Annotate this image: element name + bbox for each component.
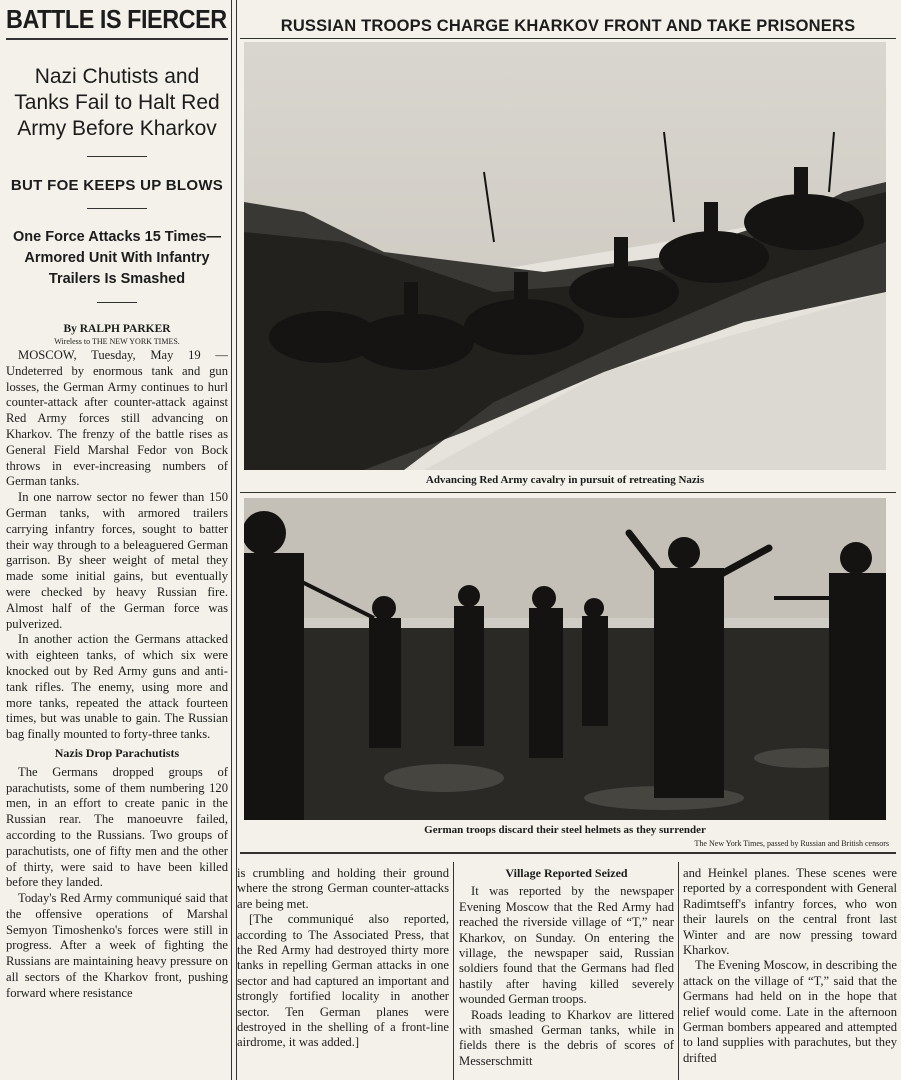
deck-rule bbox=[87, 156, 147, 157]
surrender-image bbox=[244, 498, 886, 820]
photo-bottom-rule bbox=[240, 852, 896, 854]
subdeck-2: One Force Attacks 15 Times—Armored Unit With Infantry Trailers Is Smashed bbox=[13, 229, 221, 287]
article-continuation-col2 bbox=[237, 866, 449, 1051]
surrender-photo bbox=[244, 498, 886, 820]
headline: BATTLE IS FIERCER bbox=[6, 4, 227, 34]
subdeck-rule bbox=[87, 208, 147, 209]
photo-separator bbox=[240, 492, 896, 493]
column-rule-left bbox=[231, 0, 232, 1080]
paragraph: [The communiqué also reported, according to The Associated Press, that the Red Army had destroyed thirty more tanks in repelling German attacks in one sector and had captured an important and strongly fortified locality in another sector. Ten German planes were destroyed in the shelling of a front-line airdrome, it was added.] bbox=[237, 912, 449, 1050]
photo-headline-rule bbox=[240, 38, 896, 39]
paragraph: In one narrow sector no fewer than 150 German tanks, with armored trailers carrying infantry forces, sought to batter their way through to a beleaguered German garrison. By sheer weight of metal they made some initial gains, but eventually were checked by heavy Russian fire. Almost half of the German force was pulverized. bbox=[6, 490, 228, 631]
headline-rule bbox=[6, 38, 228, 40]
paragraph: is crumbling and holding their ground where the strong German counter-attacks are being met. bbox=[237, 866, 449, 911]
paragraph: Today's Red Army communiqué said that the offensive operations of Marshal Semyon Timoshenko's forces were still in progress. After a week of fighting the Russians are maintaining heavy pressure on all sectors of the Kharkov front, pushing forward where resistance bbox=[6, 891, 228, 1000]
wireline: Wireless to THE NEW YORK TIMES. bbox=[54, 337, 180, 346]
paragraph: In another action the Germans attacked with eighteen tanks, of which six were knocked out by Red Army guns and anti-tank rifles. The enemy, using more and more tanks, repeated the attack fourteen times, but was unable to gain. The Russian bag finally mounted to forty-three tanks. bbox=[6, 632, 228, 742]
article-continuation-col4 bbox=[683, 866, 897, 1066]
cavalry-caption: Advancing Red Army cavalry in pursuit of retreating Nazis bbox=[425, 474, 705, 486]
byline-rule bbox=[97, 302, 137, 303]
subdeck: BUT FOE KEEPS UP BLOWS bbox=[10, 177, 224, 194]
article-continuation-col3 bbox=[459, 866, 674, 1069]
subhead: Nazis Drop Parachutists bbox=[54, 745, 180, 760]
article-body bbox=[6, 348, 228, 1002]
paragraph: The Evening Moscow, in describing the attack on the village of “T,” said that the Germans had held on in the hope that relief would come. Late in the afternoon German bombers appeared and attempted to land supplies with parachutes, but they drifted bbox=[683, 958, 897, 1065]
paragraph: The Germans dropped groups of parachutists, some of them numbering 120 men, in an effort to create panic in the Russian rear. The manoeuvre failed, according to the Russians. Two groups of parachutists, one of fifty men and the other of thirty, were said to have been killed before they landed. bbox=[6, 764, 228, 890]
lead-article bbox=[6, 4, 228, 1002]
paragraph: and Heinkel planes. These scenes were reported by a correspondent with General Radimtseff's infantry forces, who won their laurels on the central front last Winter and are now pressing toward Kharkov. bbox=[683, 866, 897, 958]
photo-credit: The New York Times, passed by Russian and British censors bbox=[694, 839, 889, 848]
column-rule-bottom-2 bbox=[678, 862, 679, 1080]
paragraph: Roads leading to Kharkov are littered with smashed German tanks, while in fields there is the debris of scores of Messerschmitt bbox=[459, 1007, 674, 1068]
cavalry-photo bbox=[244, 42, 886, 470]
surrender-caption: German troops discard their steel helmets as they surrender bbox=[424, 824, 706, 836]
cavalry-image bbox=[244, 42, 886, 470]
deck: Nazi Chutists and Tanks Fail to Halt Red Army Before Kharkov bbox=[14, 65, 220, 140]
byline: By RALPH PARKER bbox=[63, 323, 171, 335]
paragraph: It was reported by the newspaper Evening Moscow that the Red Army had reached the riverside village of “T,” near Kharkov, on Sunday. On entering the village, the newspaper said, Russian soldiers found that the Germans had fled hastily after having killed severely wounded German troops. bbox=[459, 884, 674, 1007]
column-rule-bottom-1 bbox=[453, 862, 454, 1080]
photo-headline: RUSSIAN TROOPS CHARGE KHARKOV FRONT AND TAKE PRISONERS bbox=[280, 17, 856, 35]
paragraph: MOSCOW, Tuesday, May 19 — Undeterred by enormous tank and gun losses, the German Army continues to hurl counter-attack after counter-attack against Red Army forces still advancing on Kharkov. The frenzy of the battle rises as General Field Marshal Fedor von Bock throws in ever-increasing numbers of German tanks. bbox=[6, 348, 228, 489]
subhead: Village Reported Seized bbox=[505, 866, 628, 880]
